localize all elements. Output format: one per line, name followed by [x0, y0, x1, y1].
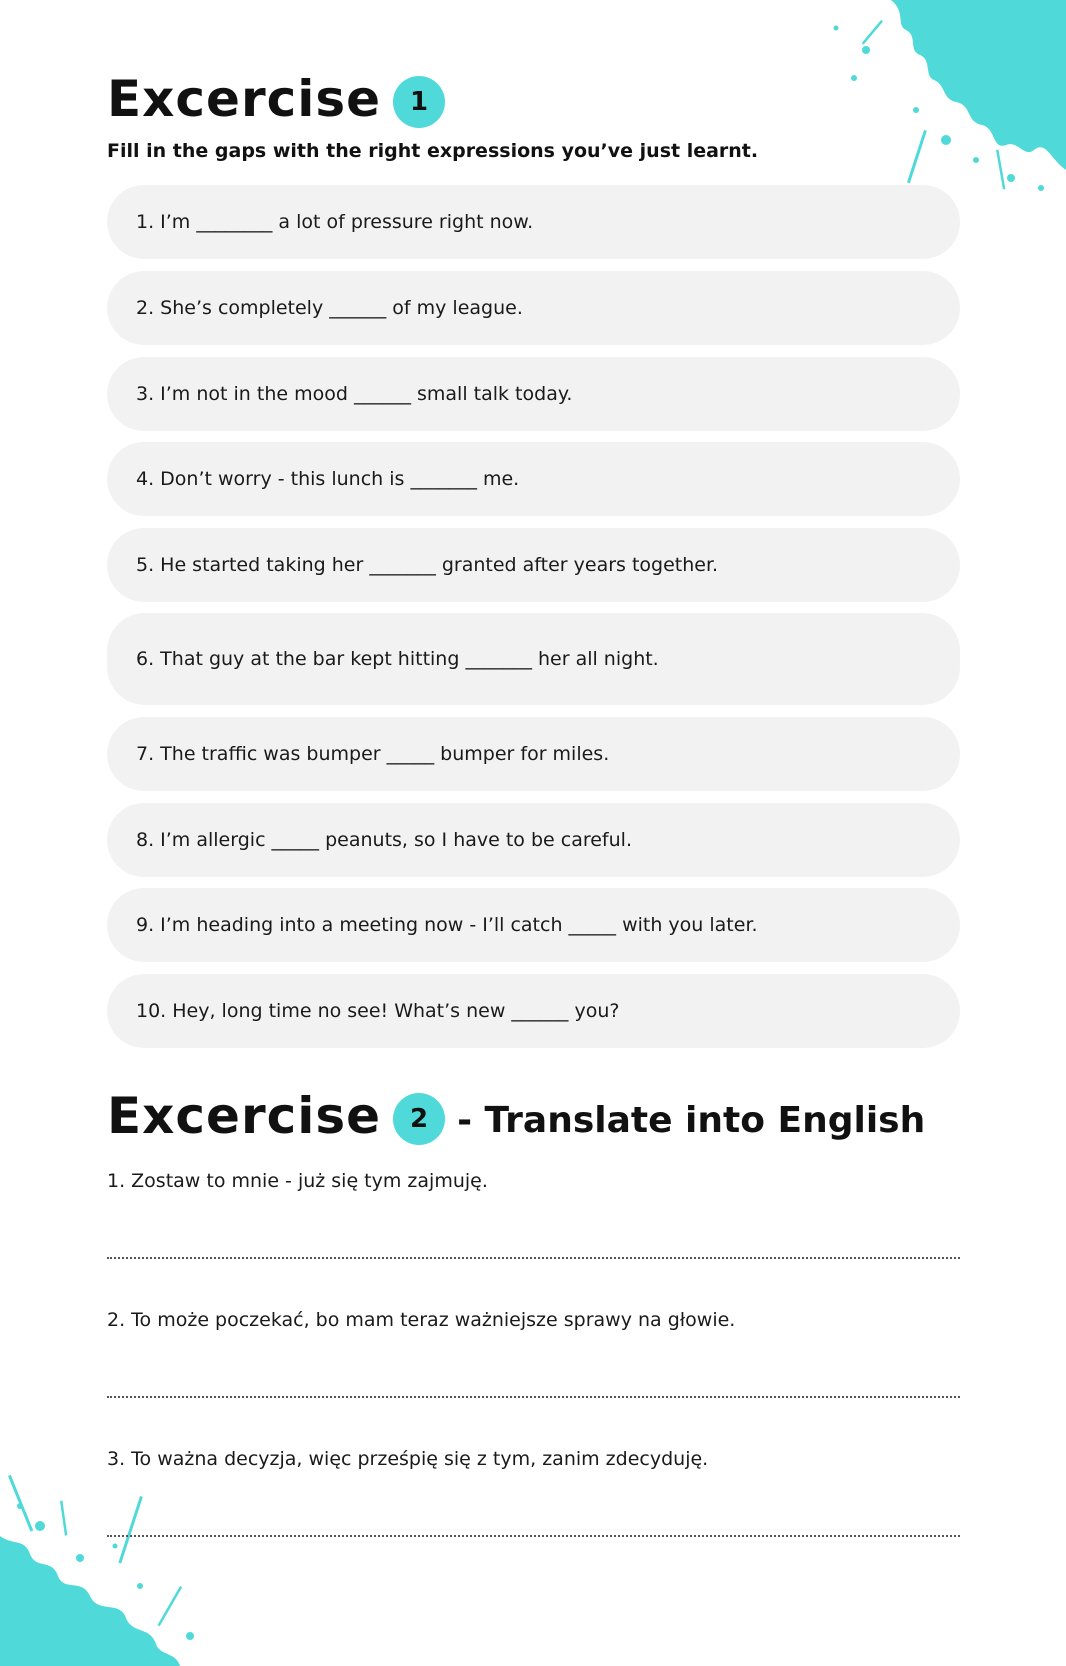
translation-item-3: 3. To ważna decyzja, więc prześpię się z tym, zanim zdecyduję. [107, 1448, 709, 1470]
answer-line-3 [107, 1535, 960, 1537]
translation-item-1: 1. Zostaw to mnie - już się tym zajmuję. [107, 1170, 488, 1192]
exercise-1-title: Excercise [107, 70, 382, 128]
gap-fill-item-2: 2. She’s completely ______ of my league. [107, 271, 960, 345]
gap-fill-item-9: 9. I’m heading into a meeting now - I’ll catch _____ with you later. [107, 888, 960, 962]
gap-fill-item-7: 7. The traffic was bumper _____ bumper for miles. [107, 717, 960, 791]
gap-fill-item-5: 5. He started taking her _______ granted after years together. [107, 528, 960, 602]
exercise-1-heading [107, 70, 445, 128]
answer-line-2 [107, 1396, 960, 1398]
exercise-1-instruction: Fill in the gaps with the right expressions you’ve just learnt. [107, 140, 759, 162]
exercise-2-subtitle: - Translate into English [457, 1099, 926, 1141]
gap-fill-item-3: 3. I’m not in the mood ______ small talk today. [107, 357, 960, 431]
exercise-2-heading [107, 1087, 925, 1145]
gap-fill-item-10: 10. Hey, long time no see! What’s new ______ you? [107, 974, 960, 1048]
exercise-1-number-badge: 1 [393, 76, 445, 128]
translation-item-2: 2. To może poczekać, bo mam teraz ważniejsze sprawy na głowie. [107, 1309, 736, 1331]
paint-splash-icon [0, 1466, 230, 1666]
gap-fill-item-6: 6. That guy at the bar kept hitting _______ her all night. [107, 613, 960, 705]
gap-fill-item-1: 1. I’m ________ a lot of pressure right now. [107, 185, 960, 259]
exercise-2-number-badge: 2 [393, 1093, 445, 1145]
exercise-2-title: Excercise [107, 1087, 382, 1145]
gap-fill-item-8: 8. I’m allergic _____ peanuts, so I have to be careful. [107, 803, 960, 877]
gap-fill-item-4: 4. Don’t worry - this lunch is _______ me. [107, 442, 960, 516]
paint-splash-icon [796, 0, 1066, 200]
answer-line-1 [107, 1257, 960, 1259]
